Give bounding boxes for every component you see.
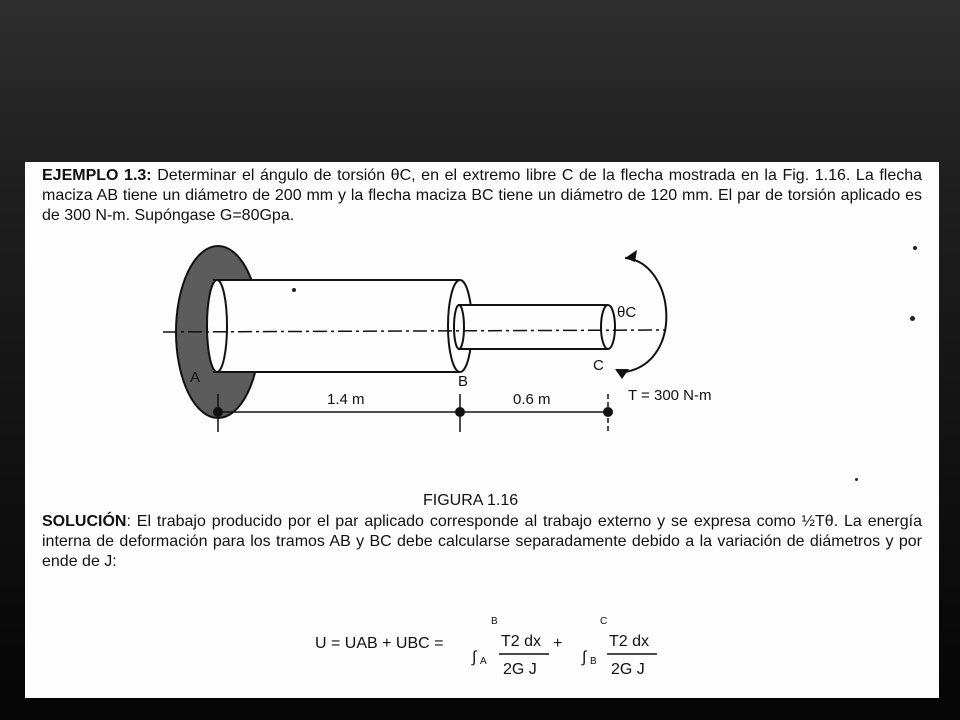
scan-speck — [913, 246, 917, 250]
integral-2-numerator: T2 dx — [609, 633, 650, 650]
equation-lhs: U = UAB + UBC = — [315, 635, 444, 652]
label-len-ab: 1.4 m — [327, 391, 365, 408]
label-theta: θC — [617, 304, 637, 321]
scanned-page — [25, 162, 939, 698]
energy-equation — [25, 162, 939, 698]
solution-heading: SOLUCIÓN — [42, 513, 127, 530]
solution-text: : El trabajo producido por el par aplicado corresponde al trabajo externo y se expresa como ½Tθ. La energía interna de deformación para los tramos AB y BC debe calcularse separadamente debido a la variación de diámetros y por ende de J: — [42, 513, 922, 570]
slide-title-area — [40, 40, 920, 120]
label-c: C — [593, 357, 604, 374]
integral-2-sign: ∫ — [582, 649, 587, 666]
label-b: B — [458, 373, 469, 390]
integral-1-numerator: T2 dx — [501, 633, 542, 650]
example-heading: EJEMPLO 1.3: — [42, 167, 152, 184]
integral-1-lower: A — [480, 656, 487, 667]
scan-speck — [292, 288, 296, 292]
equation-plus: + — [553, 635, 563, 652]
integral-1-upper: B — [491, 616, 498, 627]
scan-speck — [910, 316, 915, 321]
integral-2-lower: B — [590, 656, 597, 667]
figure-caption: FIGURA 1.16 — [423, 492, 519, 509]
integral-1-sign: ∫ — [472, 649, 477, 666]
label-torque: T = 300 N-m — [628, 387, 712, 404]
integral-2-denominator: 2G J — [611, 661, 645, 678]
scan-speck — [855, 478, 858, 481]
label-a: A — [190, 369, 201, 386]
label-len-bc: 0.6 m — [513, 391, 551, 408]
example-text: Determinar el ángulo de torsión θC, en el extremo libre C de la flecha mostrada en la Fig. 1.16. La flecha maciza AB tiene un diámetro de 200 mm y la flecha maciza BC tiene un diámetro de 120 mm. El par de torsión aplicado es de 300 N-m. Supóngase G=80Gpa. — [42, 167, 923, 224]
integral-1-denominator: 2G J — [503, 661, 537, 678]
integral-2-upper: C — [600, 616, 608, 627]
